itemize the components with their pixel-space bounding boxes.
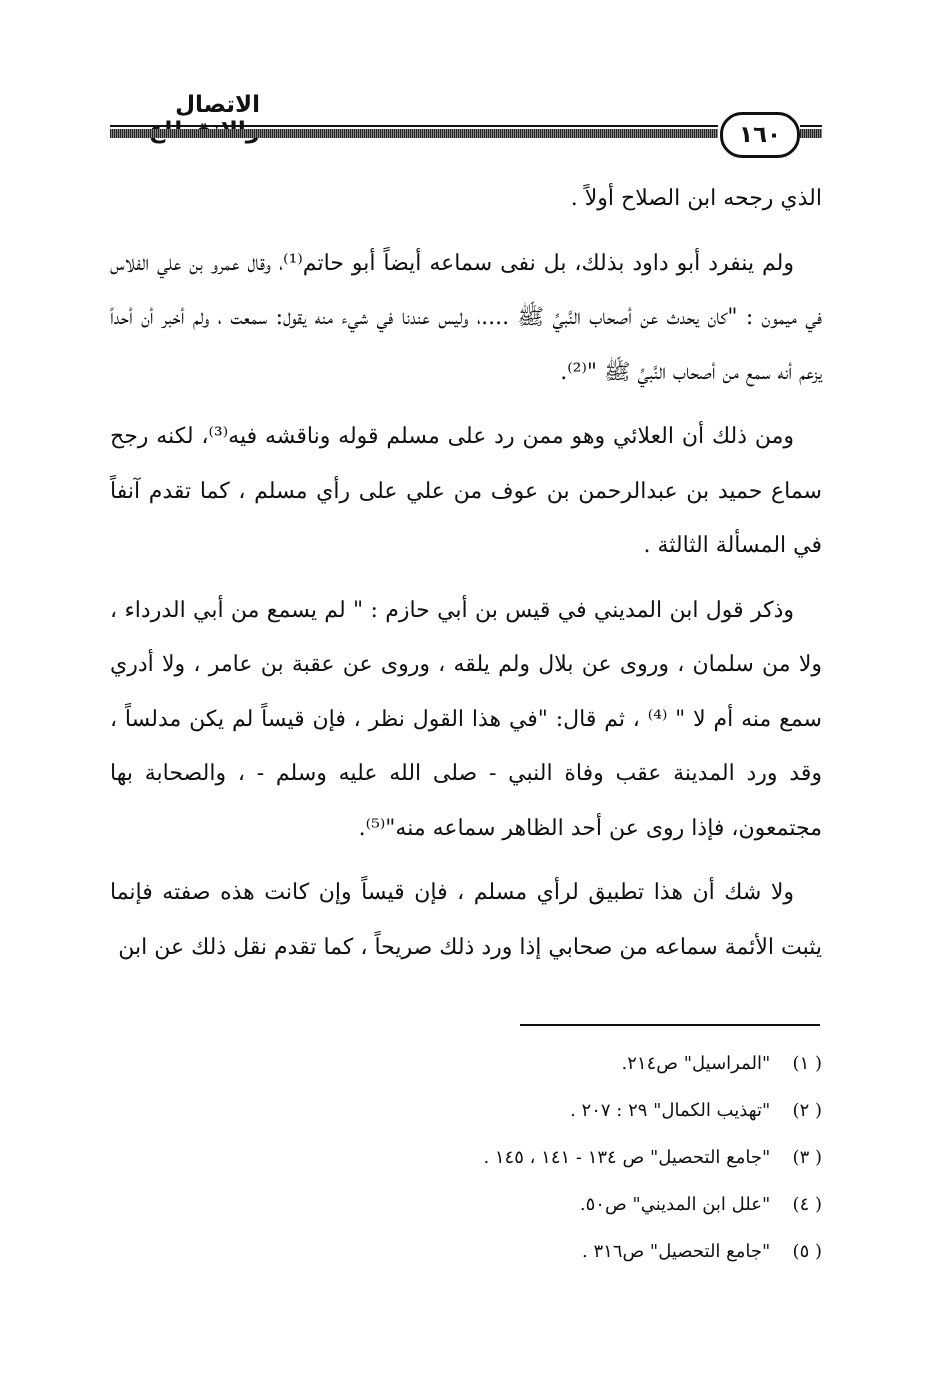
page-header: [110, 82, 822, 172]
running-title: الاتصال: [175, 92, 260, 118]
header-rule-left-line: [110, 125, 718, 127]
footnote-number: ( ٣): [792, 1147, 822, 1168]
header-rule-left: [110, 129, 718, 138]
paragraph: ومن ذلك أن العلائي وهو ممن رد على مسلم قوله وناقشه فيه⁽³⁾، لكنه رجح سماع حميد بن عبدالرحمن بن عوف من علي على رأي مسلم ، كما تقدم آنفاً في المسألة الثالثة .: [110, 424, 822, 558]
header-rule-right-line: [800, 125, 822, 127]
paragraph: ولا شك أن هذا تطبيق لرأي مسلم ، فإن قيساً وإن كانت هذه صفته فإنما يثبت الأئمة سماعه من صحابي إذا ورد ذلك صريحاً ، كما تقدم نقل ذلك عن ابن: [110, 880, 822, 960]
footnote-item: [300, 1181, 822, 1228]
footnote-number: ( ٥): [792, 1241, 822, 1262]
footnote-item: [300, 1087, 822, 1134]
footnote-text: "المراسيل" ص٢١٤.: [621, 1053, 771, 1074]
page-number: ١٦٠: [738, 122, 782, 148]
footnote-item: [300, 1228, 822, 1275]
header-rule-right: [800, 129, 822, 138]
footnote-text: "جامع التحصيل" ص ١٣٤ - ١٤١ ، ١٤٥ .: [483, 1147, 771, 1168]
footnotes: [300, 1040, 822, 1275]
footnote-text: "علل ابن المديني" ص٥٠.: [579, 1194, 771, 1215]
footnote-number: ( ٢): [792, 1100, 822, 1121]
footnote-number: ( ١): [792, 1053, 822, 1074]
footnote-separator: [520, 1024, 820, 1026]
footnote-text: "تهذيب الكمال" ٢٩ : ٢٠٧ .: [570, 1100, 771, 1121]
footnote-number: ( ٤): [792, 1194, 822, 1215]
paragraph: الذي رجحه ابن الصلاح أولاً .: [570, 186, 822, 211]
main-text: [110, 172, 822, 985]
paragraph: وذكر قول ابن المديني في قيس بن أبي حازم : " لم يسمع من أبي الدرداء ، ولا من سلمان ، وروى عن بلال ولم يلقه ، وروى عن عقبة بن عامر ، ولا أدري سمع منه أم لا " ⁽⁴⁾ ، ثم قال: "في هذا القول نظر ، فإن قيساً لم يكن مدلساً ، وقد ورد المدينة عقب وفاة النبي - صلى الله عليه وسلم - ، والصحابة بها مجتمعون، فإذا روى عن أحد الظاهر سماعه منه"⁽⁵⁾.: [110, 597, 822, 841]
footnote-text: "جامع التحصيل" ص٣١٦ .: [581, 1241, 771, 1262]
page-number-frame: [720, 112, 800, 158]
footnote-item: [300, 1040, 822, 1087]
footnote-item: [300, 1134, 822, 1181]
paragraph: ولم ينفرد أبو داود بذلك، بل نفى سماعه أيضاً أبو حاتم⁽¹⁾، وقال عمرو بن علي الفلاس في ميمون : "كان يحدث عن أصحاب النَّبيِّ ﷺ ....، وليس عندنا في شيء منه يقول: سمعت ، ولم أخبر أن أحداً يزعم أنه سمع من أصحاب النَّبيِّ ﷺ "⁽²⁾.: [110, 250, 822, 385]
